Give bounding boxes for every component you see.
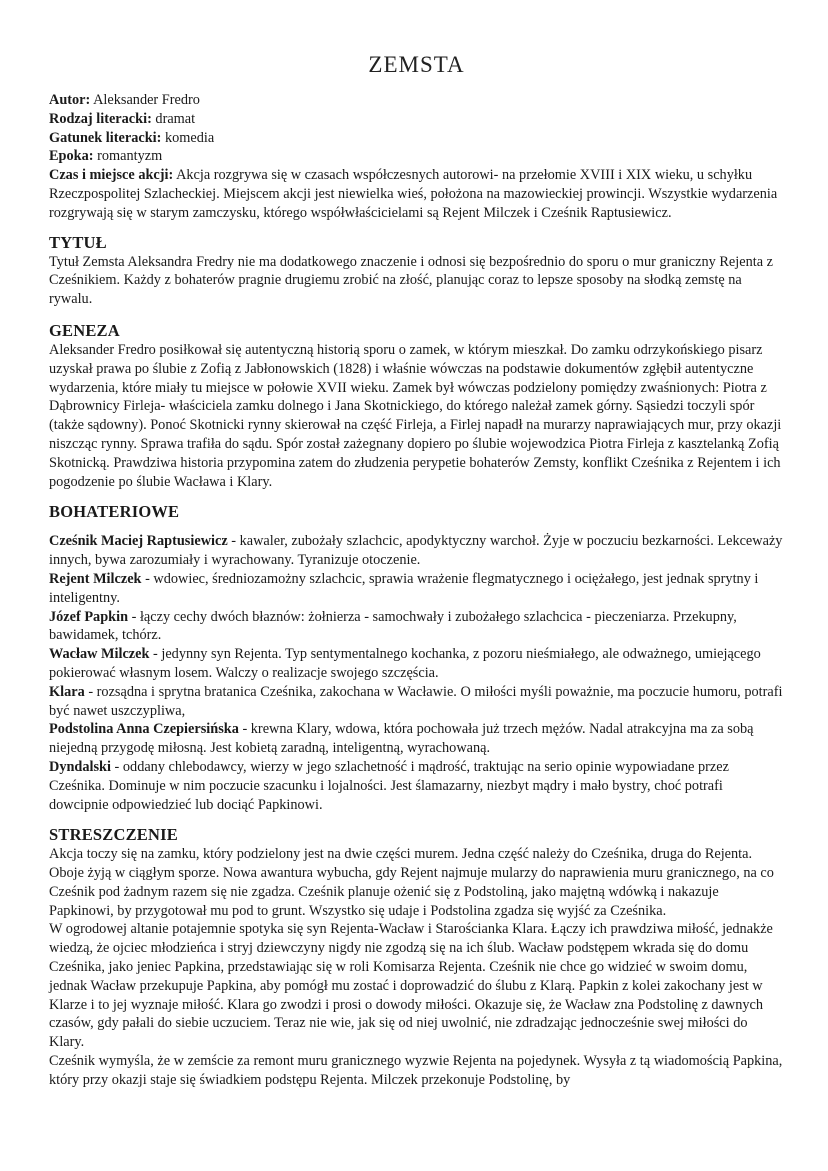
epoch-value: romantyzm <box>97 148 163 165</box>
document-title: ZEMSTA <box>368 52 465 77</box>
summary-paragraph: W ogrodowej altanie potajemnie spotyka się syn Rejenta-Wacław i Starościanka Klara. Łączy ich prawdziwa miłość, jednakże wiedzą, że ojciec młodzieńca i stryj dziewczyny nigdy nie zgodzą się na ich ślub. Wacław podstępem wkrada się do domu Cześnika, jako jeniec Papkina, przedstawiając się w roli Komisarza Rejenta. Cześnik nie chce go widzieć w swoim domu, jednak Wacław przekupuje Papkina, aby pomógł mu zostać i doprowadzić do ślubu z Klarą. Papkin z kolei zakochany jest w Klarze i to jej wyznaje miłość. Klara go zwodzi i prosi o dowody miłości. Okazuje się, że Wacław zna Podstolinę z dawnych czasów, gdy pałali do siebie uczuciem. Teraz nie wie, jak się od niej uwolnić, nie zdradzając jednocześnie swej miłości do Klary. <box>49 921 773 1051</box>
character-desc: - wdowiec, średniozamożny szlachcic, sprawia wrażenie flegmatycznego i ociężałego, jest jednak sprytny i inteligentny. <box>49 570 759 606</box>
character-entry <box>49 720 784 758</box>
kind-value: dramat <box>155 110 196 127</box>
setting-value: Akcja rozgrywa się w czasach współczesnych autorowi- na przełomie XVIII i XIX wieku, u schyłku Rzeczpospolitej Szlacheckiej. Miejscem akcji jest niewielka wieś, położona na mazowieckiej prowincji. Wszystkie wydarzenia rozgrywają się w starym zamczysku, którego współwłaścicielami są Rejent Milczek i Cześnik Raptusiewicz. <box>49 167 778 221</box>
character-name: Wacław Milczek <box>49 646 150 663</box>
section-heading-tytul: TYTUŁ <box>49 232 107 252</box>
character-entry <box>49 758 784 814</box>
section-tytul <box>49 233 784 309</box>
character-name: Cześnik Maciej Raptusiewicz <box>49 533 228 550</box>
character-desc: - kawaler, zubożały szlachcic, apodyktyczny warchoł. Żyje w poczuciu bezkarności. Lekceważy innych, bywa zarozumiały i wyrachowany. Tyranizuje otoczenie. <box>49 533 783 569</box>
summary-paragraph: Cześnik wymyśla, że w zemście za remont muru granicznego wyzwie Rejenta na pojedynek. Wysyła z tą wiadomością Papkina, który przy okazji staje się świadkiem podstępu Rejenta. Milczek przekonuje Podstolinę, by <box>49 1053 783 1088</box>
setting-label: Czas i miejsce akcji: <box>49 167 174 184</box>
character-name: Podstolina Anna Czepiersińska <box>49 721 239 738</box>
author-value: Aleksander Fredro <box>93 92 200 108</box>
character-entry <box>49 570 784 608</box>
section-heading-streszczenie: STRESZCZENIE <box>49 825 178 845</box>
character-name: Rejent Milczek <box>49 570 142 587</box>
character-entry <box>49 532 784 570</box>
section-heading-geneza: GENEZA <box>49 320 120 340</box>
section-geneza <box>49 321 784 491</box>
character-name: Klara <box>49 683 85 700</box>
character-name: Dyndalski <box>49 758 111 775</box>
author-line <box>49 91 784 110</box>
character-entry <box>49 683 784 721</box>
kind-line <box>49 110 784 129</box>
genre-line <box>49 129 784 148</box>
metadata-block <box>49 91 784 223</box>
kind-label: Rodzaj literacki: <box>49 110 152 127</box>
character-name: Józef Papkin <box>49 608 129 625</box>
character-list <box>49 532 784 814</box>
summary-paragraph: Akcja toczy się na zamku, który podzielony jest na dwie części murem. Jedna część należy do Cześnika, druga do Rejenta. Oboje żyją w ciągłym sporze. Nowa awantura wybucha, gdy Rejent najmuje mularzy do naprawienia muru granicznego, na co Cześnik pod żadnym razem się nie zgadza. Cześnik planuje ożenić się z Podstoliną, jako majętną wdówką i nakazuje Papkinowi, by przygotował mu pod to grunt. Wszystko się udaje i Podstolina zgadza się wyjść za Cześnika. <box>49 846 774 919</box>
section-text-geneza: Aleksander Fredro posiłkował się autentyczną historią sporu o zamek, w którym mieszkał. Do zamku odrzykońskiego pisarz uzyskał prawa po ślubie z Zofią z Jabłonowskich (1828) i właśnie wówczas na podstawie dokumentów zgłębił autentyczne wydarzenia, które miały tu miejsce w połowie XVII wieku. Zamek był wówczas podzielony pomiędzy zwaśnionych: Piotra z Dąbrownicy Firleja- właściciela zamku dolnego i Jana Skotnickiego, do którego należał zamek górny. Sąsiedzi toczyli spór (także sądowny). Ponoć Skotnicki rynny skierował na część Firleja, a Firlej napadł na murarzy naprawiających mur, przy okazji niszcząc rynny. Sprawa trafiła do sądu. Spór został zażegnany dopiero po ślubie wojewodzica Piotra Firleja z kasztelanką Zofią Skotnicką. Prawdziwa historia przypomina zatem do złudzenia perypetie bohaterów Zemsty, konflikt Cześnika z Rejentem i ich pogodzenie po ślubie Wacława i Klary. <box>49 341 782 490</box>
author-label: Autor: <box>49 92 91 108</box>
section-heading-bohaterowie: BOHATERIOWE <box>49 502 180 522</box>
epoch-label: Epoka: <box>49 148 94 165</box>
setting-line <box>49 166 784 222</box>
genre-label: Gatunek literacki: <box>49 129 162 146</box>
character-entry <box>49 645 784 683</box>
genre-value: komedia <box>164 129 215 146</box>
section-streszczenie <box>49 825 784 1089</box>
character-desc: - jedynny syn Rejenta. Typ sentymentalnego kochanka, z pozoru nieśmiałego, ale odważnego, umiejącego pokierować własnym losem. Walczy o realizacje swojego szczęścia. <box>49 646 761 681</box>
epoch-line <box>49 147 784 166</box>
section-text-tytul: Tytuł Zemsta Aleksandra Fredry nie ma dodatkowego znaczenie i odnosi się bezpośrednio do sporu o mur graniczny Rejenta z Cześnikiem. Każdy z bohaterów pragnie drugiemu zrobić na złość, planując coraz to lepsze sposoby na słodką zemstę na rywalu. <box>49 253 773 308</box>
character-desc: - oddany chlebodawcy, wierzy w jego szlachetność i mądrość, traktując na serio opinie wypowiadane przez Cześnika. Dominuje w nim poczucie szacunku i lojalności. Jest ślamazarny, niezbyt mądry i mało bystry, choć potrafi dowcipnie odpowiedzieć lub dociąć Papkinowi. <box>49 758 729 813</box>
character-desc: - krewna Klary, wdowa, która pochowała już trzech mężów. Nadal atrakcyjna ma za sobą niejedną przygodę miłosną. Jest kobietą zaradną, inteligentną, wyrachowaną. <box>49 721 754 757</box>
character-desc: - łączy cechy dwóch błaznów: żołnierza - samochwały i zubożałego szlachcica - pieczeniarza. Przekupny, bawidamek, tchórz. <box>49 608 737 644</box>
character-entry <box>49 608 784 646</box>
character-desc: - rozsądna i sprytna bratanica Cześnika, zakochana w Wacławie. O miłości myśli poważnie, ma poczucie humoru, potrafi być nawet uszczypliwa, <box>49 683 783 719</box>
document-page <box>49 0 784 1090</box>
section-bohaterowie <box>49 502 784 814</box>
